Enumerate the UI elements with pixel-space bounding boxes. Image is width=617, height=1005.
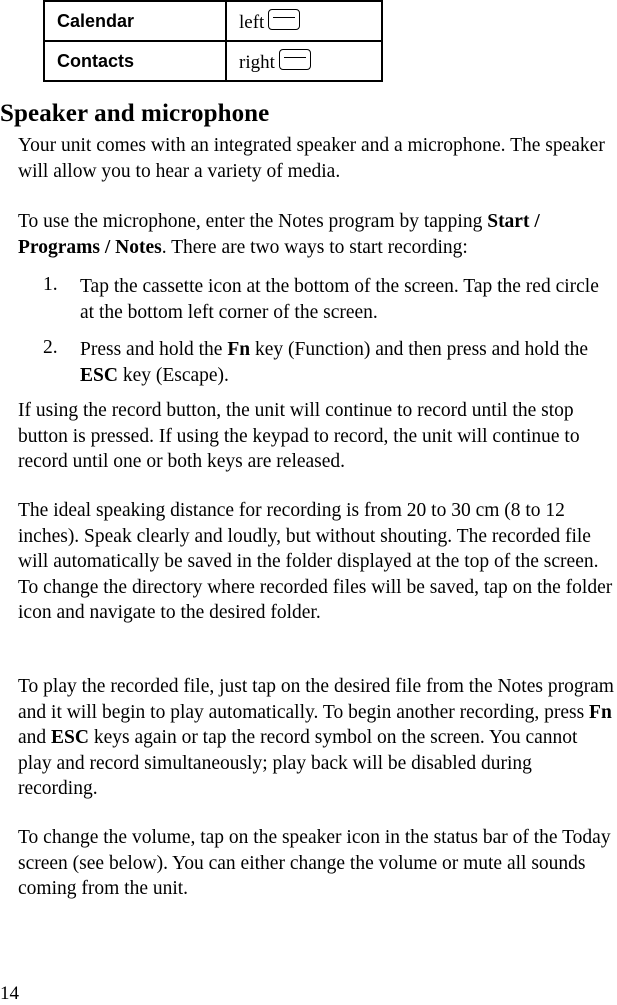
section-heading: Speaker and microphone [0, 100, 270, 127]
list-item [80, 337, 617, 388]
text-run: keys again or tap the record symbol on the screen. You cannot play and record simultaneously; play back will be disabled during recording. [18, 727, 578, 799]
paragraph-record-modes: If using the record button, the unit will continue to record until the stop button is pressed. If using the keypad to record, the unit will continue to record until one or both keys are released. [18, 400, 580, 472]
text-run: and [18, 727, 52, 748]
key-label: ESC [51, 727, 89, 748]
key-mapping-table [43, 0, 383, 82]
text-run: key (Escape). [117, 364, 229, 386]
key-label: ESC [80, 364, 118, 386]
key-value-cell [226, 1, 382, 41]
paragraph-microphone [18, 209, 614, 260]
text-run: To play the recorded file, just tap on the desired file from the Notes program and it will begin to play automatically. To begin another recording, press [18, 676, 614, 723]
menu-path: Start / Programs / Notes [18, 211, 540, 258]
text-run: Press and hold the [80, 339, 228, 360]
key-value-cell [226, 41, 382, 81]
table-row [44, 1, 382, 41]
key-value-text: left [239, 11, 265, 33]
paragraph-playback [18, 674, 614, 802]
paragraph-volume: To change the volume, tap on the speaker icon in the status bar of the Today screen (see below). You can either change the volume or mute all sounds coming from the unit. [18, 827, 611, 899]
softkey-icon [279, 49, 311, 70]
page-number: 14 [0, 983, 19, 1004]
key-label: Fn [227, 339, 251, 360]
paragraph-speaking-distance: The ideal speaking distance for recording is from 20 to 30 cm (8 to 12 inches). Speak clearly and loudly, but without shouting. The recorded file will automatically be saved in the folder displayed at the top of the screen. To change the directory where recorded files will be saved, tap on the folder icon and navigate to the desired folder. [18, 500, 613, 623]
text-run: key (Function) and then press and hold the [250, 339, 589, 360]
list-item: Tap the cassette icon at the bottom of the screen. Tap the red circle at the bottom left corner of the screen. [80, 276, 599, 323]
key-label: Fn [589, 701, 612, 723]
table-row [44, 41, 382, 81]
list-number: 2. [43, 337, 58, 358]
key-name-cell: Calendar [44, 1, 226, 41]
paragraph-intro: Your unit comes with an integrated speaker and a microphone. The speaker will allow you to hear a variety of media. [18, 135, 605, 182]
list-number: 1. [43, 274, 58, 295]
key-value-text: right [239, 51, 275, 73]
text-run: To use the microphone, enter the Notes program by tapping [18, 211, 488, 232]
softkey-icon [268, 9, 300, 30]
key-name-cell: Contacts [44, 41, 226, 81]
text-run: . There are two ways to start recording: [161, 236, 468, 258]
